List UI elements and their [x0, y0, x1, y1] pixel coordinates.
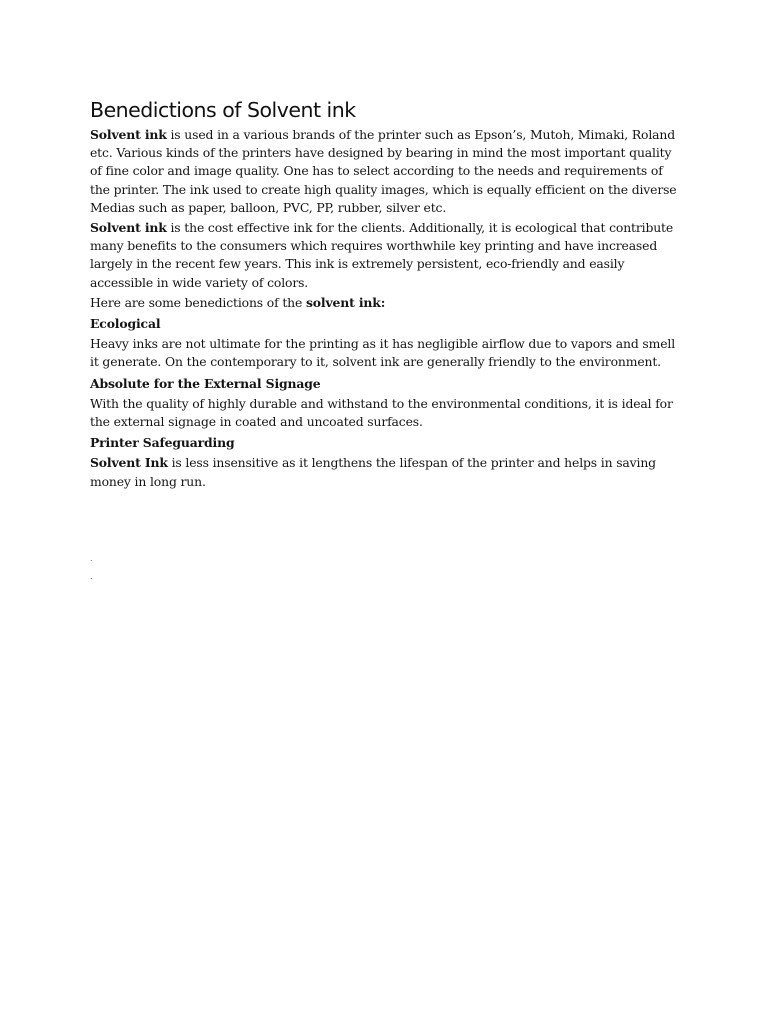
safeguarding-text: is less insensitive as it lengthens the lifespan of the printer and helps in saving money in long run.	[90, 455, 656, 489]
section-body-ecological: Heavy inks are not ultimate for the printing as it has negligible airflow due to vapors and smell it generate. On the contemporary to it, solvent ink are generally friendly to the environment.	[90, 336, 676, 370]
section-heading-printer-safeguarding: Printer Safeguarding	[90, 435, 235, 451]
section-body-external-signage: With the quality of highly durable and withstand to the environmental conditions, it is ideal for the external signage in coated and uncoated surfaces.	[90, 395, 673, 430]
trailing-marks	[90, 550, 93, 586]
safeguarding-bold-term: Solvent Ink	[90, 455, 168, 471]
intro-3-bold-term: solvent ink:	[305, 294, 386, 310]
intro-1-bold-term: Solvent ink	[90, 127, 167, 142]
section-heading-ecological: Ecological	[90, 316, 161, 332]
document-body	[90, 96, 682, 493]
intro-2-text: is the cost effective ink for the clients. Additionally, it is ecological that contribute many benefits to the consumers which requires worthwhile key printing and have increased largely in the recent few years. This ink is extremely persistent, eco-friendly and easily accessible in wide variety of colors.	[90, 220, 674, 290]
intro-3-text: Here are some benedictions of the	[90, 294, 306, 310]
intro-paragraph-3	[90, 294, 682, 312]
intro-paragraph-2	[90, 219, 682, 292]
trailing-mark: .	[90, 572, 93, 581]
trailing-mark: .	[90, 554, 93, 563]
document-title: Benedictions of Solvent ink	[90, 98, 356, 122]
section-heading-external-signage: Absolute for the External Signage	[90, 375, 321, 391]
intro-1-text: is used in a various brands of the printer such as Epson’s, Mutoh, Mimaki, Roland etc. Various kinds of the printers have designed by bearing in mind the most important quality of fine color and image quality. One has to select according to the needs and requirements of the printer. The ink used to create high quality images, which is equally efficient on the diverse Medias such as paper, balloon, PVC, PP, rubber, silver etc.	[90, 127, 677, 215]
intro-paragraph-1	[90, 126, 682, 217]
intro-2-bold-term: Solvent ink	[90, 220, 167, 236]
section-body-printer-safeguarding	[90, 454, 682, 490]
